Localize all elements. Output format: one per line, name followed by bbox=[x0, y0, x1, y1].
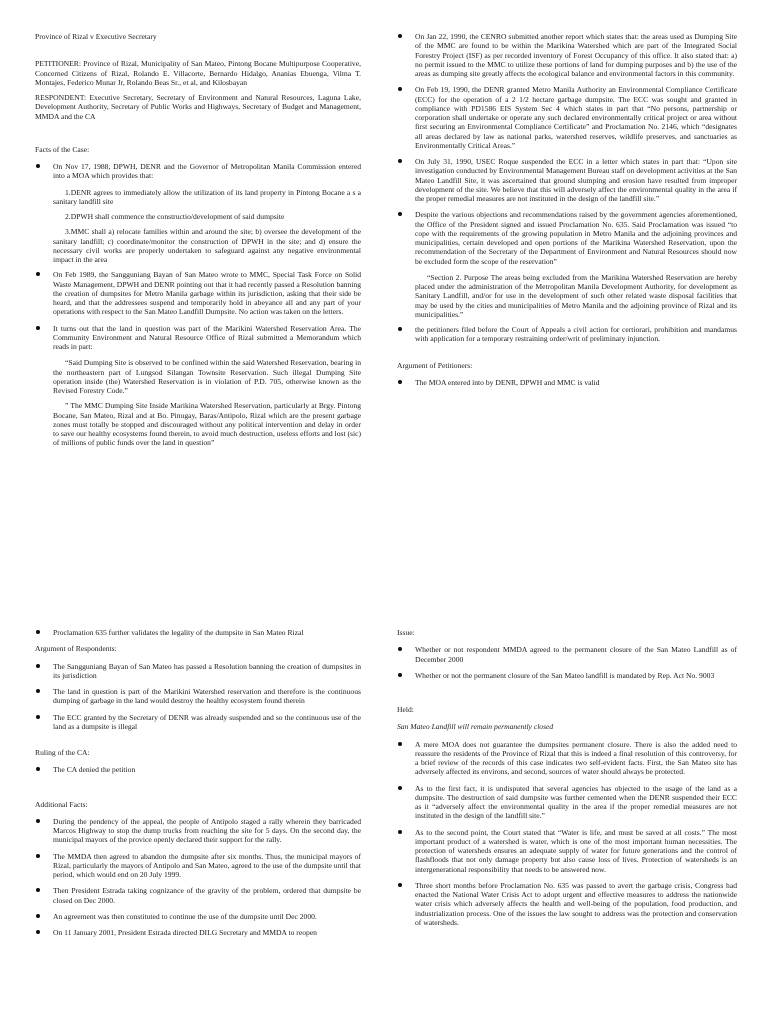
fact-text: It turns out that the land in question was part of the Marikini Watershed Reservation Area. The Community Environment and Natural Resource Office of Rizal submitted a Memorandum which reads in part: bbox=[53, 323, 361, 351]
fact-text: On July 31, 1990, USEC Roque suspended the ECC in a letter which states in part that: “Upon site investigation conducted by Environmental Management Bureau staff on development activities at the San Mateo Landfill Site, it was ascertained that ground slumping and erosion have resulted from improper development of the site. We believe that this will adversely affect the environmental quality in the area if the proper remedial measures are not instituted in the design of the landfill site.” bbox=[415, 157, 737, 203]
petitioners-argument-list bbox=[397, 378, 737, 387]
held-text: A mere MOA does not guarantee the dumpsites permanent closure. There is also the added need to reassure the residents of the Province of Rizal that this is indeed a final resolution of this controversy, for a brief review of the records of this case indicates two self-evident facts. First, the San Mateo site has adversely affected its environs, and second, sources of water should always be protected. bbox=[415, 739, 737, 777]
petitioner-paragraph: PETITIONER: Province of Rizal, Municipality of San Mateo, Pintong Bocane Multipurpose Cooperative, Concerned Citizens of Rizal, Rolando E. Villacorte, Bernardo Hidalgo, Ananias Ebuenga, Vilma T. Montajes, Federico Munar Jr, Rolando Beas Sr., et al, and Kilosbayan bbox=[35, 59, 361, 87]
fact-item bbox=[397, 210, 737, 266]
argument-text: The MOA entered into by DENR, DPWH and MMC is valid bbox=[415, 377, 600, 387]
argument-text: Proclamation 635 further validates the legality of the dumpsite in San Mateo Rizal bbox=[53, 628, 304, 637]
argument-item bbox=[35, 713, 361, 732]
held-item bbox=[397, 881, 737, 927]
respondent-paragraph: RESPONDENT: Executive Secretary, Secretary of Environment and Natural Resources, Laguna Lake, Development Authority, Secretary of Public Works and Highways, Secretary of Budget and Management, MMDA and the CA bbox=[35, 93, 361, 121]
moa-provision-1: 1.DENR agrees to immediately allow the utilization of its land property in Pintong Bocane a s a sanitary landfill site bbox=[53, 187, 361, 206]
fact-item bbox=[397, 325, 737, 344]
page2-right-column bbox=[397, 628, 737, 934]
issue-text: Whether or not the permanent closure of the San Mateo landfill is mandated by Rep. Act No. 9003 bbox=[415, 670, 715, 680]
held-item bbox=[397, 828, 737, 874]
fact-item bbox=[35, 912, 361, 921]
issue-item bbox=[397, 671, 737, 680]
fact-item bbox=[397, 32, 737, 78]
memorandum-quote-2: ” The MMC Dumping Site Inside Marikina Watershed Reservation, particularly at Brgy. Pintong Bocane, San Mateo, Rizal and at Bo. Pinugay, Baras/Antipolo, Rizal which are the present garbage zones must totally be stopped and discouraged without any political intervention and delay in order to save our healthy ecosystems found therein, to avoid much destruction, useless efforts and lost (sic) of millions of public funds over the land in question” bbox=[53, 401, 361, 448]
additional-facts-list bbox=[35, 817, 361, 938]
fact-item bbox=[35, 852, 361, 880]
argument-text: The ECC granted by the Secretary of DENR was already suspended and so the continuous use of the land as a dumpsite is illegal bbox=[53, 712, 361, 731]
facts-list bbox=[35, 162, 361, 181]
memorandum-quote-1: “Said Dumping Site is observed to be confined within the said Watershed Reservation, bearing in the northeastern part of Lungsod Silangan Townsite Reservation. Such illegal Dumping Site operation inside (the) Watershed Reservation is in violation of P.D. 705, otherwise known as the Revised Forestry Code.” bbox=[53, 358, 361, 395]
fact-item bbox=[35, 886, 361, 905]
argument-item bbox=[35, 628, 361, 637]
held-list bbox=[397, 740, 737, 928]
fact-item bbox=[397, 85, 737, 150]
issue-heading: Issue: bbox=[397, 628, 415, 637]
fact-text: On Jan 22, 1990, the CENRO submitted another report which states that: the areas used as Dumping Site of the MMC are found to be within the Marikina Watershed which are part of the Integrated Social Forestry Project (ISF) as per recorded inventory of Forest Occupancy of this office. It also stated that: a) no permit issued to the MMC to utilize these portions of land for dumping purposes and b) the use of the areas as dumping site greatly affects the ecological balance and environmental factors in this community. bbox=[415, 32, 737, 78]
issue-text: Whether or not respondent MMDA agreed to the permanent closure of the San Mateo Landfill as of December 2000 bbox=[415, 645, 737, 664]
fact-text: On Feb 19, 1990, the DENR granted Metro Manila Authority an Environmental Compliance Certificate (ECC) for the operation of a 2 1/2 hectare garbage dumpsite. The ECC was sought and granted in compliance with PD1586 EIS System Sec 4 which states in part that “No persons, partnership or corporation shall undertake or operate any such declared environmentally critical project or area without first securing an Environmental Compliance Certificate” and Proclamation No. 2146, which “designates all areas declared by law as national parks, watershed reserves, wildlife preserves, and sanctuaries as Environmentally Critical Areas.” bbox=[415, 85, 737, 150]
moa-provision-3: 3.MMC shall a) relocate families within and around the site; b) oversee the development of the sanitary landfill; c) coordinate/monitor the construction of DPWH in the site; and d) ensure the necessary civil works are properly undertaken to safeguard against any negative environmental impact in the area bbox=[53, 227, 361, 264]
ruling-item bbox=[35, 765, 361, 774]
fact-item bbox=[35, 817, 361, 845]
facts-list-right-continued bbox=[397, 325, 737, 344]
section-2-quote: “Section 2. Purpose The areas being excluded from the Marikina Watershed Reservation are hereby placed under the administration of the Metropolitan Manila Development Authority, for development as Sanitary Landfill, and/or for use in the development of such other related waste disposal facilities that may be used by the cities and municipalities of Metro Manila and the adjoining province of Rizal and its municipalities.” bbox=[415, 272, 737, 319]
moa-provision-2: 2.DPWH shall commence the constructio/development of said dumpsite bbox=[65, 212, 285, 221]
document-page-2 bbox=[0, 512, 768, 1024]
additional-facts-heading: Additional Facts: bbox=[35, 799, 88, 809]
held-item bbox=[397, 784, 737, 821]
held-text: As to the first fact, it is undisputed that several agencies has objected to the usage of the land as a dumpsite. The destruction of said dumpsite was further cemented when the DENR suspended their ECC as it “adversely affect the environmental quality in the area if the proper remedial measures are not instituted in the design of the landfill site.” bbox=[415, 783, 737, 821]
fact-item bbox=[35, 928, 361, 937]
page1-right-column bbox=[397, 32, 737, 394]
held-text: As to the second point, the Court stated that “Water is life, and must be saved at all costs.” The most important product of a watershed is water, which is one of the most important human necessities. The protection of watersheds ensures an adequate supply of water for future generations and the control of flashfloods that not only damage property but also cause loss of lives. Protection of watersheds is an intergenerational responsibility that needs to be answered now. bbox=[415, 827, 737, 874]
issue-list bbox=[397, 645, 737, 680]
held-item bbox=[397, 740, 737, 777]
fact-item bbox=[35, 270, 361, 316]
fact-text: On 11 January 2001, President Estrada directed DILG Secretary and MMDA to reopen bbox=[53, 928, 317, 937]
held-text: Three short months before Proclamation No. 635 was passed to avert the garbage crisis, Congress had enacted the National Water Crisis Act to adopt urgent and effective measures to address the nationwide water crisis which adversely affects the health and well-being of the population, food production, and industrialization process. One of the issues the law sought to address was the protection and conservation of watersheds. bbox=[415, 880, 737, 927]
fact-item bbox=[35, 324, 361, 352]
petitioners-argument-heading: Argument of Petitioners: bbox=[397, 360, 473, 370]
fact-text: the petitioners filed before the Court of Appeals a civil action for certiorari, prohibition and mandamus with application for a temporary restraining order/writ of preliminary injunction. bbox=[415, 325, 737, 344]
fact-item bbox=[35, 162, 361, 181]
petitioners-argument-list-continued bbox=[35, 628, 361, 637]
argument-text: The Sangguniang Bayan of San Mateo has passed a Resolution banning the creation of dumpsites in its jurisdiction bbox=[53, 661, 361, 680]
fact-text: An agreement was then constituted to continue the use of the dumpsite until Dec 2000. bbox=[53, 911, 317, 921]
case-title: Province of Rizal v Executive Secretary bbox=[35, 32, 157, 41]
fact-text: The MMDA then agreed to abandon the dumpsite after six months. Thus, the municipal mayors of Rizal, particularly the mayors of Antipolo and San Mateo, agreed to the use of the dumpsite until that period, which would end on 20 July 1999. bbox=[53, 851, 361, 879]
argument-item bbox=[397, 378, 737, 387]
issue-item bbox=[397, 645, 737, 664]
fact-item bbox=[397, 157, 737, 203]
argument-item bbox=[35, 662, 361, 681]
argument-item bbox=[35, 687, 361, 706]
page2-left-column bbox=[35, 628, 361, 944]
held-subheading: San Mateo Landfill will remain permanently closed bbox=[397, 722, 554, 732]
facts-list-continued bbox=[35, 270, 361, 351]
ruling-heading: Ruling of the CA: bbox=[35, 748, 90, 757]
respondents-argument-heading: Argument of Respondents: bbox=[35, 644, 117, 654]
facts-list-right bbox=[397, 32, 737, 266]
respondents-argument-list bbox=[35, 662, 361, 732]
facts-heading: Facts of the Case: bbox=[35, 144, 90, 154]
fact-text: During the pendency of the appeal, the people of Antipolo staged a rally wherein they barricaded Marcos Highway to stop the dump trucks from reaching the site for 5 days. On the second day, the municipal mayors of the provice openly declared their support for the rally. bbox=[53, 816, 361, 845]
ruling-text: The CA denied the petition bbox=[53, 765, 136, 775]
fact-text: On Nov 17, 1988, DPWH, DENR and the Governor of Metropolitan Manila Commission entered into a MOA which provides that: bbox=[53, 162, 361, 181]
page1-left-column bbox=[35, 32, 361, 454]
fact-text: Despite the various objections and recommendations raised by the government agencies aforementioned, the Office of the President signed and issued Proclamation No. 635. Said Proclamation was issued “to cope with the requirements of the growing population in Metro Manila and the adjoining provinces and municipalities, certain developed and open portions of the Marikina Watershed Reservation, upon the recommendation of the Secretary of the Department of Environment and Natural Resources should now be excluded form the scope of the reservation” bbox=[415, 210, 737, 266]
fact-text: On Feb 1989, the Sangguniang Bayan of San Mateo wrote to MMC, Special Task Force on Solid Waste Management, DPWH and DENR pointing out that it had recently passed a Resolution banning the creation of dumpsites for Metro Manila garbage within its jurisdiction, asking that their side be heard, and that the addressees suspend and temporarily hold in abeyance all and any part of your operations with respect to the San Mateo Landfill Dumpsite. No action was taken on the letters. bbox=[53, 270, 361, 317]
argument-text: The land in question is part of the Marikini Watershed reservation and therefore is the continuous dumping of garbage in the land would destroy the healthy ecosystem found therein bbox=[53, 687, 361, 706]
fact-text: Then President Estrada taking cognizance of the gravity of the problem, ordered that dumpsite be closed on Dec 2000. bbox=[53, 886, 361, 905]
ruling-list bbox=[35, 765, 361, 774]
held-heading: Held: bbox=[397, 705, 414, 714]
